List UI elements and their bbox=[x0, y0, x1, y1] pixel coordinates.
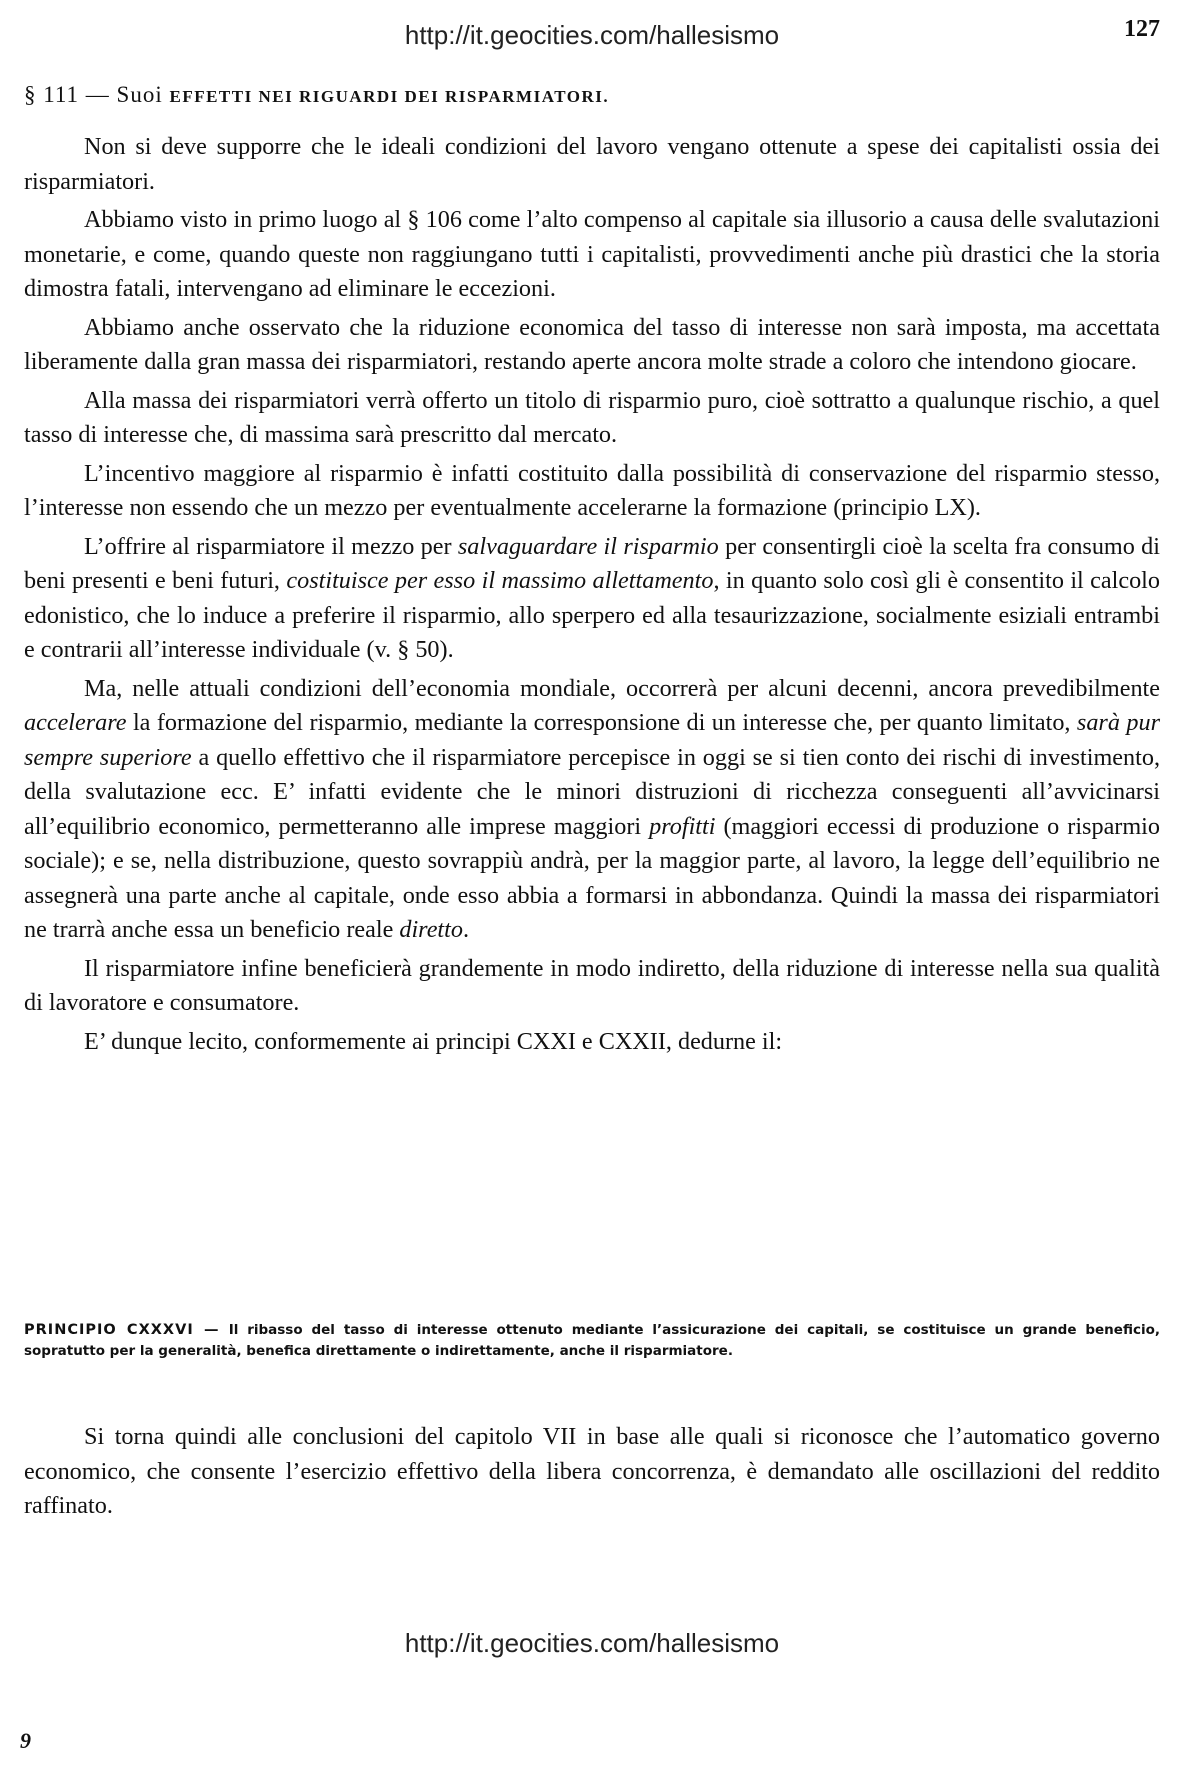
text-run: a quello effettivo che il risparmiatore percepisce in oggi se si tien conto dei rischi di investimento, della svalutazione ecc. E’ infatti evidente che le minori distruzioni di ricchezza conseguenti all’avvicinarsi all’equilibrio economico, permetteranno alle imprese maggiori bbox=[24, 743, 1160, 840]
emphasis-text: salvaguardare il risparmio bbox=[457, 532, 719, 560]
section-title-rest: EFFETTI NEI RIGUARDI DEI RISPARMIATORI. bbox=[169, 87, 610, 106]
emphasis-text: sarà pur sempre superiore bbox=[24, 709, 1160, 771]
signature-mark: 9 bbox=[20, 1728, 31, 1753]
text-run: L’offrire al risparmiatore il mezzo per bbox=[84, 532, 458, 560]
paragraph-4: Alla massa dei risparmiatori verrà offerto un titolo di risparmio puro, cioè sottratto a qualunque rischio, a quel tasso di interesse che, di massima sarà prescritto dal mercato. bbox=[24, 386, 1160, 448]
page-number: 127 bbox=[1124, 16, 1160, 42]
principle-label: PRINCIPIO CXXXVI — bbox=[24, 1322, 220, 1338]
emphasis-text: profitti bbox=[649, 812, 716, 840]
header-url: http://it.geocities.com/hallesismo bbox=[404, 20, 780, 50]
text-run: (maggiori eccessi di produzione o risparmio sociale); e se, nella distribuzione, questo sovrappiù andrà, per la maggior parte, al lavoro, la legge dell’equilibrio ne assegnerà una parte anche al capitale, onde esso abbia a formarsi in abbondanza. Quindi la massa dei risparmiatori ne trarrà anche essa un beneficio reale bbox=[24, 812, 1160, 943]
paragraph-9: E’ dunque lecito, conformemente ai principi CXXI e CXXII, dedurne il: bbox=[84, 1027, 783, 1055]
section-heading bbox=[24, 82, 1160, 108]
section-title-first: Suoi bbox=[116, 82, 163, 107]
paragraph-5: L’incentivo maggiore al risparmio è infatti costituito dalla possibilità di conservazione del risparmio stesso, l’interesse non essendo che un mezzo per eventualmente accelerarne la formazione (principio LX). bbox=[24, 459, 1160, 521]
emphasis-text: accelerare bbox=[24, 709, 127, 736]
paragraph-1: Non si deve supporre che le ideali condizioni del lavoro vengano ottenute a spese dei capitalisti ossia dei risparmiatori. bbox=[24, 133, 1160, 195]
paragraph-7 bbox=[24, 672, 1160, 948]
conclusion-paragraph: Si torna quindi alle conclusioni del capitolo VII in base alle quali si riconosce che l’automatico governo economico, che consente l’esercizio effettivo della libera concorrenza, è demandato alle oscillazioni del reddito raffinato. bbox=[24, 1423, 1160, 1519]
section-number: § 111 — bbox=[24, 82, 110, 107]
paragraph-3: Abbiamo anche osservato che la riduzione economica del tasso di interesse non sarà imposta, ma accettata liberamente dalla gran massa dei risparmiatori, restando aperte ancora molte strade a coloro che intendono giocare. bbox=[24, 313, 1160, 375]
text-run: Ma, nelle attuali condizioni dell’economia mondiale, occorrerà per alcuni decenni, ancora prevedibilmente bbox=[84, 674, 1160, 702]
text-run: , in quanto solo così gli è consentito il calcolo edonistico, che lo induce a preferire il risparmio, allo sperpero ed alla tesaurizzazione, socialmente esiziali entrambi e contrarii all’interesse individuale (v. § 50). bbox=[24, 567, 1161, 663]
body-text bbox=[24, 130, 1160, 1063]
footer-url: http://it.geocities.com/hallesismo bbox=[404, 1628, 780, 1658]
text-run: per consentirgli cioè la scelta fra consumo di beni presenti e beni futuri, bbox=[24, 532, 1160, 594]
text-run: la formazione del risparmio, mediante la corresponsione di un interesse che, per quanto limitato, bbox=[126, 709, 1077, 736]
emphasis-text: costituisce per esso il massimo allettamento bbox=[286, 567, 714, 594]
paragraph-6 bbox=[24, 530, 1160, 668]
principle-text: Il ribasso del tasso di interesse ottenuto mediante l’assicurazione dei capitali, se costituisce un grande beneficio, sopratutto per la generalità, benefica direttamente o indirettamente, anche il risparmiatore. bbox=[24, 1322, 1160, 1359]
principle-block bbox=[24, 1320, 1160, 1362]
paragraph-2: Abbiamo visto in primo luogo al § 106 come l’alto compenso al capitale sia illusorio a causa delle svalutazioni monetarie, e come, quando queste non raggiungano tutti i capitalisti, provvedimenti anche più drastici che la storia dimostra fatali, intervengano ad eliminare le eccezioni. bbox=[24, 206, 1160, 302]
paragraph-8: Il risparmiatore infine beneficierà grandemente in modo indiretto, della riduzione di interesse nella sua qualità di lavoratore e consumatore. bbox=[24, 954, 1160, 1016]
text-run: . bbox=[462, 916, 470, 943]
emphasis-text: diretto bbox=[399, 916, 463, 943]
